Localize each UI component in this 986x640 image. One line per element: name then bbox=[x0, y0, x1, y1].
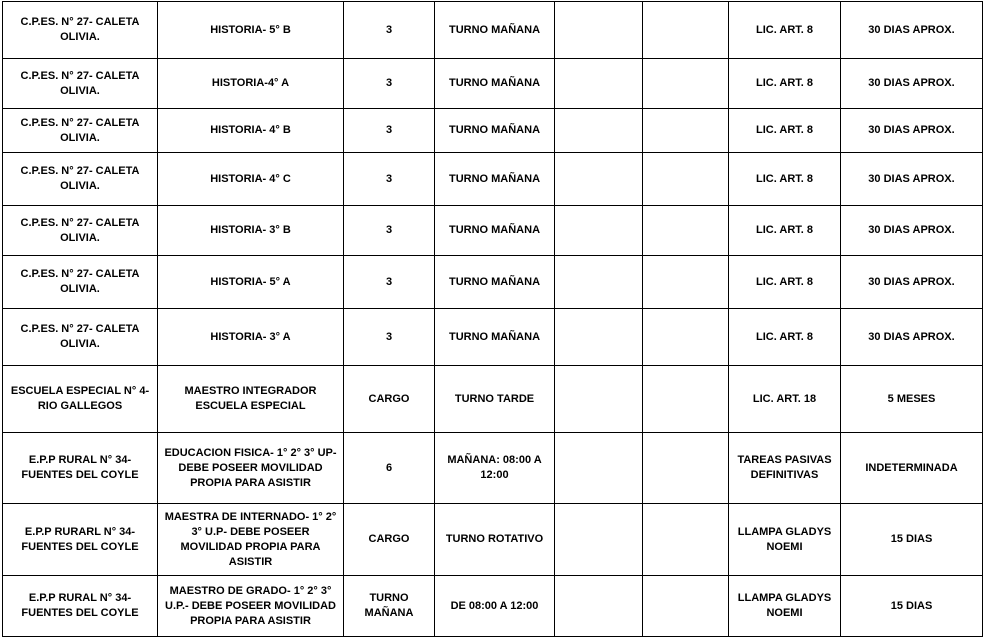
hours-cell: 3 bbox=[344, 309, 435, 366]
table-row bbox=[3, 109, 983, 153]
subject-cell: MAESTRA DE INTERNADO- 1° 2° 3° U.P- DEBE POSEER MOVILIDAD PROPIA PARA ASISTIR bbox=[158, 504, 344, 576]
duration-cell: 15 DIAS bbox=[841, 576, 983, 637]
school-cell: C.P.ES. N° 27- CALETA OLIVIA. bbox=[3, 256, 158, 309]
subject-cell: HISTORIA- 5° A bbox=[158, 256, 344, 309]
hours-cell: CARGO bbox=[344, 504, 435, 576]
subject-cell: HISTORIA- 3° A bbox=[158, 309, 344, 366]
table-row bbox=[3, 576, 983, 637]
duration-cell: 5 MESES bbox=[841, 366, 983, 433]
empty-cell bbox=[643, 206, 729, 256]
empty-cell bbox=[555, 366, 643, 433]
hours-cell: 3 bbox=[344, 153, 435, 206]
shift-cell: TURNO MAÑANA bbox=[435, 256, 555, 309]
table-row bbox=[3, 206, 983, 256]
shift-cell: TURNO MAÑANA bbox=[435, 309, 555, 366]
subject-cell: HISTORIA-4° A bbox=[158, 59, 344, 109]
shift-cell: DE 08:00 A 12:00 bbox=[435, 576, 555, 637]
reason-cell: TAREAS PASIVAS DEFINITIVAS bbox=[729, 433, 841, 504]
hours-cell: 3 bbox=[344, 109, 435, 153]
subject-cell: MAESTRO DE GRADO- 1° 2° 3° U.P.- DEBE POSEER MOVILIDAD PROPIA PARA ASISTIR bbox=[158, 576, 344, 637]
duration-cell: 30 DIAS APROX. bbox=[841, 256, 983, 309]
hours-cell: 3 bbox=[344, 206, 435, 256]
shift-cell: TURNO MAÑANA bbox=[435, 109, 555, 153]
empty-cell bbox=[643, 433, 729, 504]
empty-cell bbox=[643, 366, 729, 433]
empty-cell bbox=[643, 504, 729, 576]
school-cell: C.P.ES. N° 27- CALETA OLIVIA. bbox=[3, 109, 158, 153]
empty-cell bbox=[555, 576, 643, 637]
school-cell: E.P.P RURAL N° 34- FUENTES DEL COYLE bbox=[3, 576, 158, 637]
table-row bbox=[3, 366, 983, 433]
reason-cell: LLAMPA GLADYS NOEMI bbox=[729, 576, 841, 637]
school-cell: ESCUELA ESPECIAL N° 4- RIO GALLEGOS bbox=[3, 366, 158, 433]
shift-cell: TURNO TARDE bbox=[435, 366, 555, 433]
subject-cell: HISTORIA- 3° B bbox=[158, 206, 344, 256]
hours-cell: TURNO MAÑANA bbox=[344, 576, 435, 637]
empty-cell bbox=[555, 256, 643, 309]
subject-cell: EDUCACION FISICA- 1° 2° 3° UP- DEBE POSEER MOVILIDAD PROPIA PARA ASISTIR bbox=[158, 433, 344, 504]
empty-cell bbox=[555, 504, 643, 576]
table-row bbox=[3, 309, 983, 366]
vacancy-table bbox=[2, 1, 983, 637]
shift-cell: TURNO ROTATIVO bbox=[435, 504, 555, 576]
duration-cell: 30 DIAS APROX. bbox=[841, 153, 983, 206]
shift-cell: TURNO MAÑANA bbox=[435, 206, 555, 256]
empty-cell bbox=[643, 59, 729, 109]
school-cell: E.P.P RURARL N° 34- FUENTES DEL COYLE bbox=[3, 504, 158, 576]
table-row bbox=[3, 59, 983, 109]
reason-cell: LIC. ART. 8 bbox=[729, 2, 841, 59]
subject-cell: HISTORIA- 4° C bbox=[158, 153, 344, 206]
empty-cell bbox=[555, 2, 643, 59]
hours-cell: 3 bbox=[344, 2, 435, 59]
empty-cell bbox=[643, 109, 729, 153]
empty-cell bbox=[555, 59, 643, 109]
reason-cell: LIC. ART. 8 bbox=[729, 153, 841, 206]
subject-cell: MAESTRO INTEGRADOR ESCUELA ESPECIAL bbox=[158, 366, 344, 433]
school-cell: C.P.ES. N° 27- CALETA OLIVIA. bbox=[3, 153, 158, 206]
table-row bbox=[3, 433, 983, 504]
hours-cell: 6 bbox=[344, 433, 435, 504]
duration-cell: 30 DIAS APROX. bbox=[841, 59, 983, 109]
empty-cell bbox=[555, 109, 643, 153]
hours-cell: 3 bbox=[344, 256, 435, 309]
reason-cell: LIC. ART. 8 bbox=[729, 206, 841, 256]
shift-cell: TURNO MAÑANA bbox=[435, 2, 555, 59]
school-cell: C.P.ES. N° 27- CALETA OLIVIA. bbox=[3, 206, 158, 256]
school-cell: C.P.ES. N° 27- CALETA OLIVIA. bbox=[3, 59, 158, 109]
school-cell: C.P.ES. N° 27- CALETA OLIVIA. bbox=[3, 2, 158, 59]
hours-cell: CARGO bbox=[344, 366, 435, 433]
empty-cell bbox=[555, 153, 643, 206]
reason-cell: LIC. ART. 8 bbox=[729, 256, 841, 309]
duration-cell: 30 DIAS APROX. bbox=[841, 206, 983, 256]
subject-cell: HISTORIA- 4° B bbox=[158, 109, 344, 153]
reason-cell: LLAMPA GLADYS NOEMI bbox=[729, 504, 841, 576]
empty-cell bbox=[555, 206, 643, 256]
reason-cell: LIC. ART. 8 bbox=[729, 109, 841, 153]
duration-cell: 15 DIAS bbox=[841, 504, 983, 576]
reason-cell: LIC. ART. 18 bbox=[729, 366, 841, 433]
school-cell: E.P.P RURAL N° 34- FUENTES DEL COYLE bbox=[3, 433, 158, 504]
duration-cell: INDETERMINADA bbox=[841, 433, 983, 504]
duration-cell: 30 DIAS APROX. bbox=[841, 309, 983, 366]
subject-cell: HISTORIA- 5° B bbox=[158, 2, 344, 59]
shift-cell: TURNO MAÑANA bbox=[435, 59, 555, 109]
reason-cell: LIC. ART. 8 bbox=[729, 309, 841, 366]
empty-cell bbox=[643, 2, 729, 59]
school-cell: C.P.ES. N° 27- CALETA OLIVIA. bbox=[3, 309, 158, 366]
reason-cell: LIC. ART. 8 bbox=[729, 59, 841, 109]
empty-cell bbox=[555, 433, 643, 504]
empty-cell bbox=[555, 309, 643, 366]
table-row bbox=[3, 153, 983, 206]
duration-cell: 30 DIAS APROX. bbox=[841, 2, 983, 59]
shift-cell: TURNO MAÑANA bbox=[435, 153, 555, 206]
table-row bbox=[3, 2, 983, 59]
empty-cell bbox=[643, 309, 729, 366]
duration-cell: 30 DIAS APROX. bbox=[841, 109, 983, 153]
table-row bbox=[3, 504, 983, 576]
shift-cell: MAÑANA: 08:00 A 12:00 bbox=[435, 433, 555, 504]
empty-cell bbox=[643, 576, 729, 637]
empty-cell bbox=[643, 256, 729, 309]
empty-cell bbox=[643, 153, 729, 206]
hours-cell: 3 bbox=[344, 59, 435, 109]
table-row bbox=[3, 256, 983, 309]
